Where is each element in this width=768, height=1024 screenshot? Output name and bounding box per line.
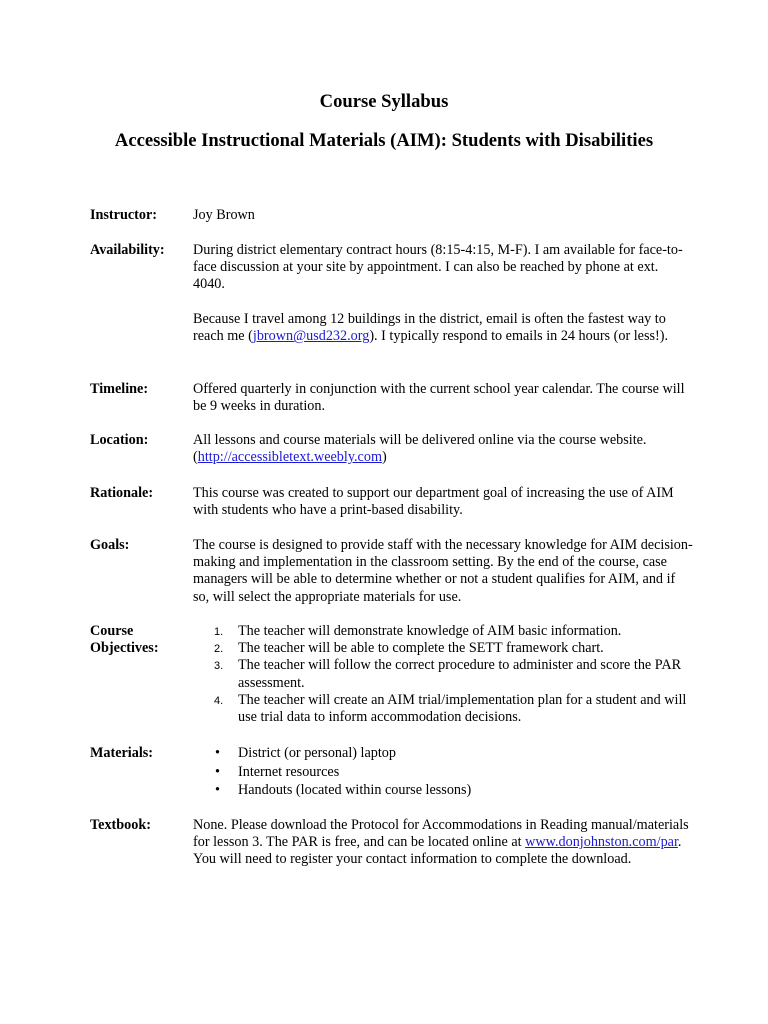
materials-list [193,745,693,800]
page-title: Course Syllabus [319,91,449,112]
availability-content [193,242,693,346]
timeline-value: Offered quarterly in conjunction with the current school year calendar. The course will be 9 weeks in duration. [193,381,685,415]
objective-number: 2. [214,643,224,656]
rationale-value: This course was created to support our department goal of increasing the use of AIM with students who have a print-based disability. [193,485,674,519]
location-close-paren: ) [381,449,387,466]
location-content [193,432,693,466]
objective-text: The teacher will follow the correct procedure to administer and score the PAR assessment. [238,657,682,691]
bullet-icon: • [215,763,220,780]
objective-item [193,623,693,640]
materials-item [193,745,693,762]
availability-paragraph-2 [193,311,693,345]
goals-label: Goals: [90,537,130,553]
materials-item-text: District (or personal) laptop [238,745,396,761]
objective-text: The teacher will demonstrate knowledge of AIM basic information. [238,623,622,639]
availability-text-after-email: ). I typically respond to emails in 24 hours (or less!). [369,328,668,345]
instructor-label: Instructor: [90,207,157,223]
textbook-label: Textbook: [90,817,151,833]
materials-item-text: Internet resources [238,763,340,780]
objective-number: 4. [214,694,224,707]
availability-text-before-email: Because I travel among 12 buildings in the district, email is often the fastest way to reach me ( [193,311,666,345]
rationale-label: Rationale: [90,485,154,501]
bullet-icon: • [215,745,220,761]
page-subtitle: Accessible Instructional Materials (AIM): Students with Disabilities [114,130,654,151]
objectives-list [193,623,693,726]
course-website-link[interactable]: http://accessibletext.weebly.com [197,449,382,466]
goals-value: The course is designed to provide staff with the necessary knowledge for AIM decision-making and implementation in the classroom setting. By the end of the course, case managers will be able to determine whether or not a student qualifies for AIM, and if so, will select the appropriate materials for use. [193,537,693,605]
location-label: Location: [90,432,149,448]
materials-label: Materials: [90,745,154,761]
materials-list-container [193,745,693,801]
objective-text: The teacher will create an AIM trial/implementation plan for a student and will use trial data to inform accommodation decisions. [238,691,687,726]
textbook-text-before-link: None. Please download the Protocol for Accommodations in Reading manual/materials for lesson 3. The PAR is free, and can be located online at [193,817,689,851]
objectives-label-line-1: Course [90,623,134,639]
objective-item [193,640,693,657]
objective-number: 1. [214,626,224,638]
materials-item [193,764,693,781]
objectives-label [90,623,190,657]
timeline-label: Timeline: [90,381,149,397]
objective-number: 3. [214,660,224,673]
objectives-list-container [193,623,693,726]
availability-label: Availability: [90,242,165,258]
availability-paragraph-1: During district elementary contract hours (8:15-4:15, M-F). I am available for face-to-face discussion at your site by appointment. I can also be reached by phone at ext. 4040. [193,242,683,293]
materials-item-text: Handouts (located within course lessons) [238,782,472,799]
textbook-content [193,817,693,869]
instructor-value: Joy Brown [193,207,255,223]
objective-text: The teacher will be able to complete the SETT framework chart. [238,640,604,657]
materials-item [193,782,693,799]
objective-item [193,657,693,691]
email-link[interactable]: jbrown@usd232.org [252,328,370,345]
objective-item [193,692,693,726]
location-open-paren: ( [193,449,198,466]
objectives-label-line-2: Objectives: [90,640,159,657]
location-text: All lessons and course materials will be delivered online via the course website. [193,432,647,448]
textbook-text-after-link: . You will need to register your contact information to complete the download. [193,834,682,868]
bullet-icon: • [215,782,220,799]
par-download-link[interactable]: www.donjohnston.com/par [525,834,678,851]
